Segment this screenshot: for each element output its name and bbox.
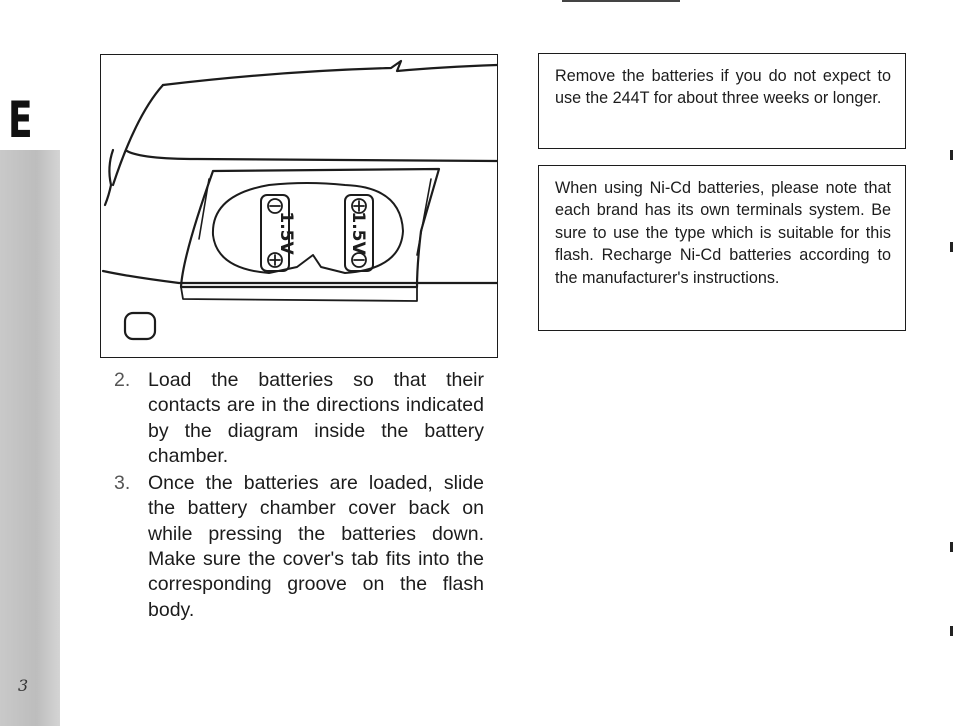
step-number: 2. bbox=[114, 369, 131, 391]
chamber-cover-tab bbox=[181, 287, 417, 301]
battery-chamber-outline bbox=[181, 169, 439, 287]
flash-button bbox=[125, 313, 155, 339]
instruction-step bbox=[114, 471, 484, 623]
battery-left-label: 1.5V bbox=[276, 211, 296, 255]
edge-mark bbox=[950, 150, 953, 160]
top-rule bbox=[562, 0, 680, 2]
battery-chamber-illustration bbox=[101, 55, 499, 359]
flash-body-top-edge bbox=[163, 61, 497, 85]
step-text: Load the batteries so that their contacts are in the directions indicated by the diagram inside the battery chamber. bbox=[148, 369, 484, 467]
note-text: Remove the batteries if you do not expect to use the 244T for about three weeks or longer. bbox=[555, 67, 891, 108]
flash-body-corner bbox=[105, 150, 113, 205]
battery-chamber-figure bbox=[100, 54, 498, 358]
chamber-cover-edge-right bbox=[417, 179, 431, 255]
edge-mark bbox=[950, 626, 953, 636]
edge-mark bbox=[950, 542, 953, 552]
battery-recess bbox=[213, 183, 403, 273]
flash-body-front-edge bbox=[113, 85, 163, 185]
step-number: 3. bbox=[114, 472, 131, 495]
battery-right-label: 1.5V bbox=[348, 211, 368, 255]
storage-note-box bbox=[538, 53, 906, 149]
flash-body-lower-line bbox=[103, 271, 497, 283]
section-letter: E bbox=[8, 91, 33, 149]
page-edge-strip bbox=[0, 150, 60, 726]
step-text: Once the batteries are loaded, slide the battery chamber cover back on while pressing the batteries down. Make sure the cover's tab fits into the corresponding groove on the flash body. bbox=[148, 472, 484, 621]
instruction-step bbox=[114, 368, 484, 469]
edge-mark bbox=[950, 242, 953, 252]
note-text: When using Ni-Cd batteries, please note that each brand has its own terminals system. Be sure to use the type which is suitable for this flash. Recharge Ni-Cd batteries according to the manufacturer's instructions. bbox=[555, 179, 891, 287]
flash-body-upper-line bbox=[127, 151, 497, 161]
nicd-note-box bbox=[538, 165, 906, 331]
page-number: 3 bbox=[18, 676, 29, 695]
instruction-steps bbox=[114, 368, 484, 625]
